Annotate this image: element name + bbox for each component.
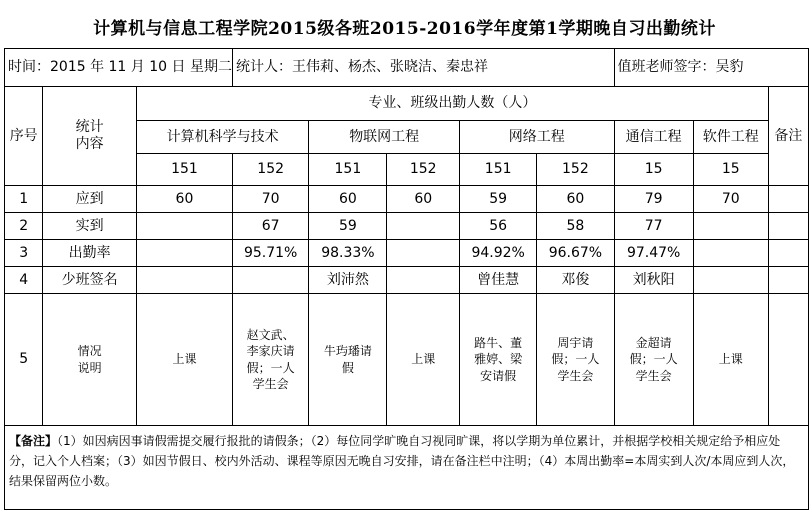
stats-person-cell: 统计人：王伟莉、杨杰、张晓洁、秦忠祥 [232, 49, 614, 87]
table-row [5, 294, 809, 426]
attendance-table [4, 48, 809, 510]
seq-cell: 4 [5, 267, 43, 294]
seq-cell: 1 [5, 186, 43, 213]
class-cell: 151 [460, 154, 537, 186]
data-cell: 59 [460, 186, 537, 213]
label-cell: 情况 说明 [43, 294, 137, 426]
data-cell: 赵文武、 李家庆请 假；一人 学生会 [232, 294, 308, 426]
data-cell: 96.67% [537, 240, 614, 267]
major-network: 网络工程 [460, 121, 614, 154]
seq-cell: 2 [5, 213, 43, 240]
data-cell: 60 [136, 186, 232, 213]
remark-cell [768, 213, 808, 240]
class-cell: 151 [136, 154, 232, 186]
data-cell: 刘沛然 [309, 267, 387, 294]
data-cell [693, 213, 768, 240]
label-cell: 应到 [43, 186, 137, 213]
data-cell: 牛玙璠请 假 [309, 294, 387, 426]
data-cell: 56 [460, 213, 537, 240]
remark-cell [768, 294, 808, 426]
notes-row [5, 426, 809, 510]
data-cell: 曾佳慧 [460, 267, 537, 294]
table-row [5, 240, 809, 267]
seq-cell: 5 [5, 294, 43, 426]
teacher-sign-cell: 值班老师签字：吴豹 [614, 49, 809, 87]
data-cell: 60 [537, 186, 614, 213]
header-seq: 序号 [5, 87, 43, 186]
header-content: 统计 内容 [43, 87, 137, 186]
data-cell: 98.33% [309, 240, 387, 267]
label-cell: 实到 [43, 213, 137, 240]
class-cell: 152 [387, 154, 460, 186]
data-cell: 60 [387, 186, 460, 213]
data-cell: 77 [614, 213, 693, 240]
notes-cell [5, 426, 809, 510]
data-cell [136, 267, 232, 294]
header-group: 专业、班级出勤人数（人） [136, 87, 768, 121]
data-cell: 刘秋阳 [614, 267, 693, 294]
time-cell: 时间：2015 年 11 月 10 日 星期二 [5, 49, 233, 87]
data-cell [232, 267, 308, 294]
data-cell [387, 240, 460, 267]
class-cell: 15 [614, 154, 693, 186]
data-cell: 79 [614, 186, 693, 213]
major-iot: 物联网工程 [309, 121, 460, 154]
data-cell: 97.47% [614, 240, 693, 267]
major-software: 软件工程 [693, 121, 768, 154]
data-cell: 周宇请 假；一人 学生会 [537, 294, 614, 426]
major-cs: 计算机科学与技术 [136, 121, 308, 154]
label-cell: 少班签名 [43, 267, 137, 294]
data-cell: 94.92% [460, 240, 537, 267]
label-cell: 出勤率 [43, 240, 137, 267]
data-cell [693, 240, 768, 267]
data-cell: 58 [537, 213, 614, 240]
data-cell: 59 [309, 213, 387, 240]
data-cell: 邓俊 [537, 267, 614, 294]
data-cell: 金超请 假；一人 学生会 [614, 294, 693, 426]
notes-text: （1）如因病因事请假需提交履行报批的请假条；（2）每位同学旷晚自习视同旷课，将以学期为单位累计，并根据学校相关规定给予相应处分，记入个人档案；（3）如因节假日、校内外活动、课程等原因无晚自习安排，请在备注栏中注明；（4）本周出勤率=本周实到人次/本周应到人次，结果保留两位小数。 [9, 434, 795, 488]
data-cell [387, 213, 460, 240]
info-row [5, 49, 809, 87]
page-title: 计算机与信息工程学院2015级各班2015-2016学年度第1学期晚自习出勤统计 [93, 19, 716, 39]
header-row-1 [5, 87, 809, 121]
data-cell [136, 240, 232, 267]
data-cell: 上课 [136, 294, 232, 426]
data-cell: 70 [693, 186, 768, 213]
class-cell: 152 [537, 154, 614, 186]
data-cell: 67 [232, 213, 308, 240]
data-cell: 路牛、董 雅婷、梁 安请假 [460, 294, 537, 426]
header-remark: 备注 [768, 87, 808, 186]
major-telecom: 通信工程 [614, 121, 693, 154]
class-cell: 152 [232, 154, 308, 186]
data-cell: 70 [232, 186, 308, 213]
remark-cell [768, 267, 808, 294]
data-cell [693, 267, 768, 294]
remark-cell [768, 240, 808, 267]
table-row [5, 186, 809, 213]
remark-cell [768, 186, 808, 213]
table-row [5, 267, 809, 294]
class-cell: 151 [309, 154, 387, 186]
table-row [5, 213, 809, 240]
class-cell: 15 [693, 154, 768, 186]
data-cell: 60 [309, 186, 387, 213]
notes-label: 【备注】 [9, 434, 58, 448]
data-cell [387, 267, 460, 294]
data-cell: 95.71% [232, 240, 308, 267]
seq-cell: 3 [5, 240, 43, 267]
data-cell: 上课 [693, 294, 768, 426]
data-cell: 上课 [387, 294, 460, 426]
data-cell [136, 213, 232, 240]
